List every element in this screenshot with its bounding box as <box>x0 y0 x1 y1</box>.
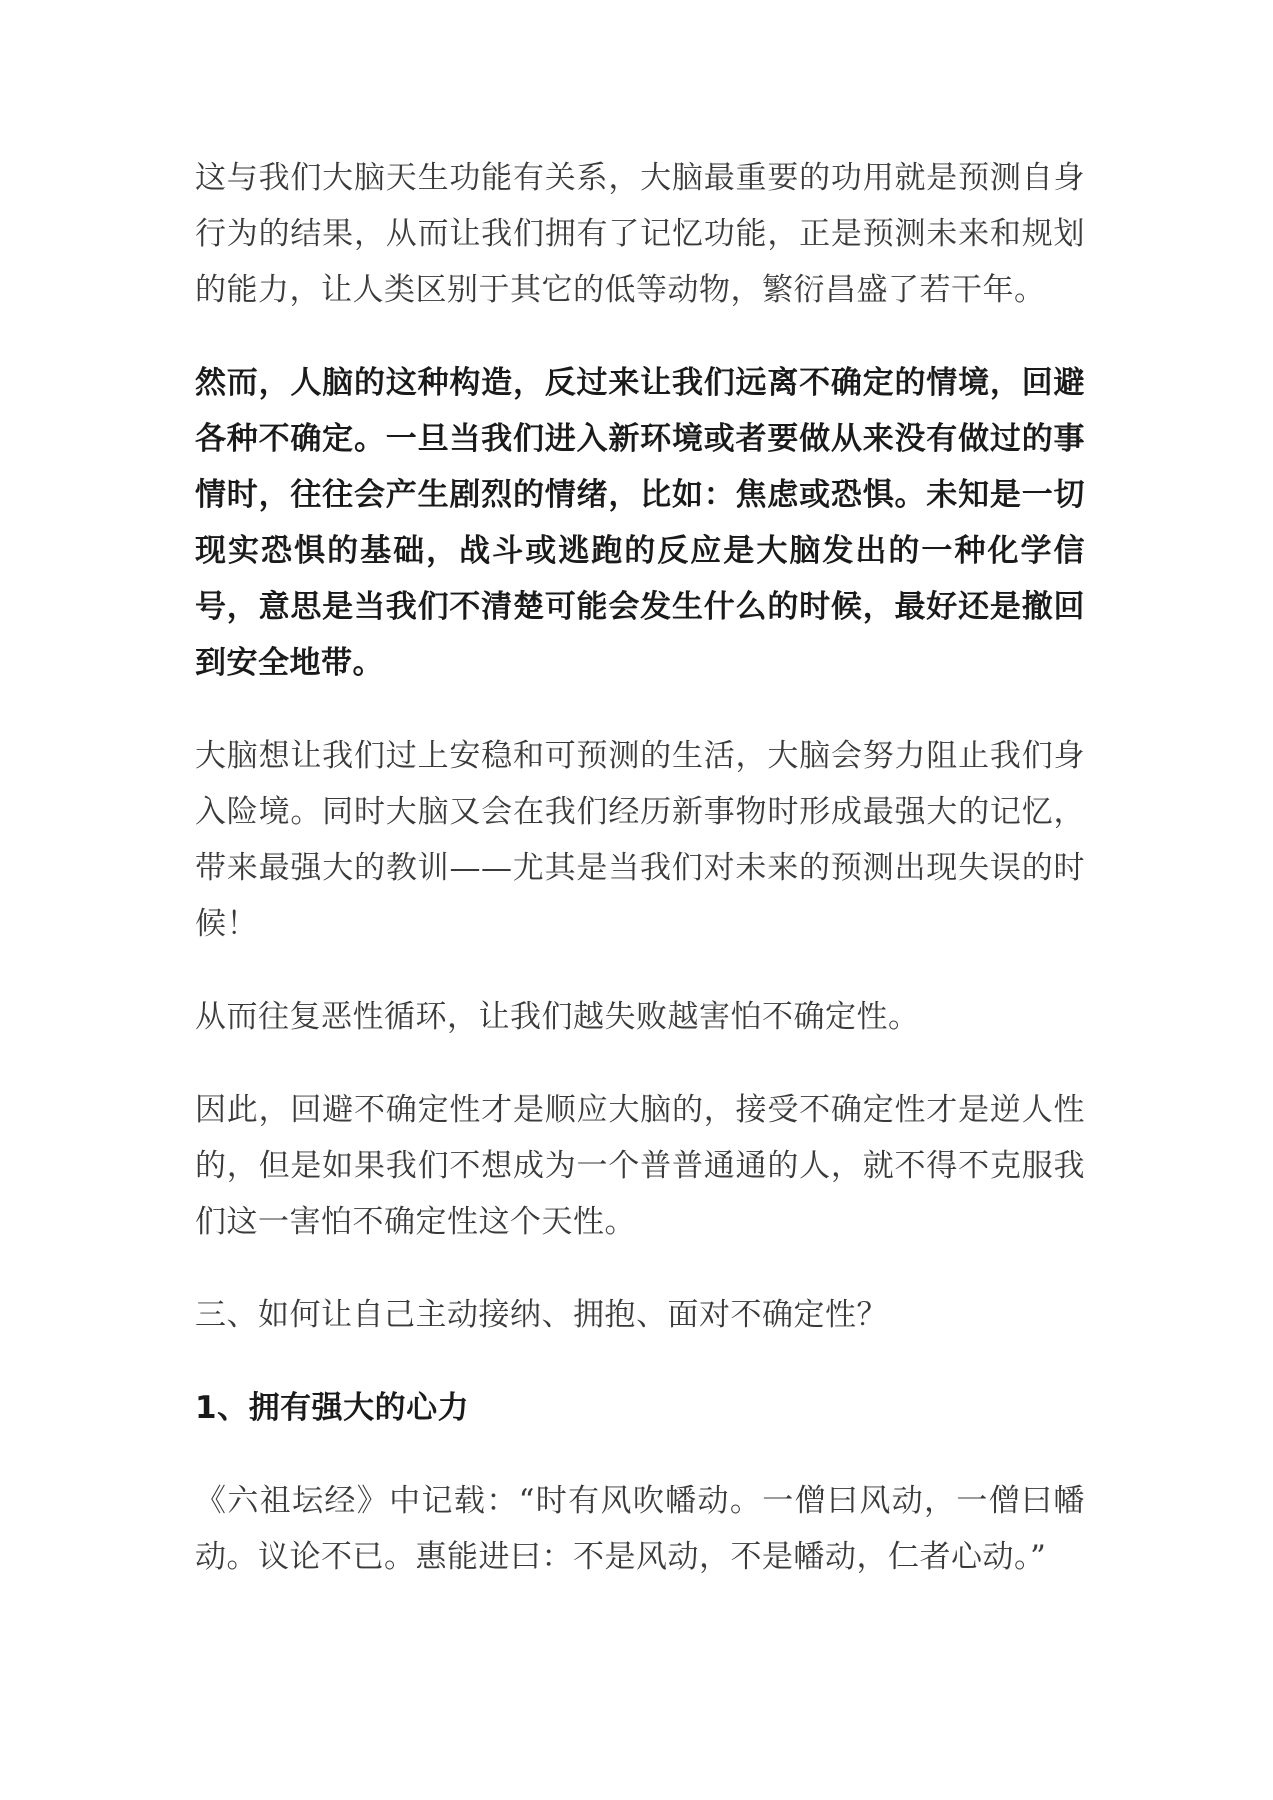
document-body <box>195 150 1085 1622</box>
paragraph-vicious-cycle: 从而往复恶性循环，让我们越失败越害怕不确定性。 <box>195 999 920 1035</box>
paragraph-brain-structure-bold: 然而，人脑的这种构造，反过来让我们远离不确定的情境，回避各种不确定。一旦当我们进入新环境或者要做从来没有做过的事情时，往往会产生剧烈的情绪，比如：焦虑或恐惧。未知是一切现实恐惧的基础，战斗或逃跑的反应是大脑发出的一种化学信号，意思是当我们不清楚可能会发生什么的时候，最好还是撤回到安全地带。 <box>195 365 1085 681</box>
paragraph-stable-life: 大脑想让我们过上安稳和可预测的生活，大脑会努力阻止我们身入险境。同时大脑又会在我们经历新事物时形成最强大的记忆，带来最强大的教训——尤其是当我们对未来的预测出现失误的时候！ <box>195 738 1085 942</box>
section-heading-three: 三、如何让自己主动接纳、拥抱、面对不确定性？ <box>195 1297 888 1333</box>
paragraph-brain-prediction: 这与我们大脑天生功能有关系，大脑最重要的功用就是预测自身行为的结果，从而让我们拥有了记忆功能，正是预测未来和规划的能力，让人类区别于其它的低等动物，繁衍昌盛了若干年。 <box>195 160 1085 308</box>
subheading-strong-mind: 1、拥有强大的心力 <box>195 1390 470 1426</box>
paragraph-avoid-uncertainty: 因此，回避不确定性才是顺应大脑的，接受不确定性才是逆人性的，但是如果我们不想成为一个普普通通的人，就不得不克服我们这一害怕不确定性这个天性。 <box>195 1092 1085 1240</box>
paragraph-sutra-quote: 《六祖坛经》中记载：“时有风吹幡动。一僧曰风动，一僧曰幡动。议论不已。惠能进曰：不是风动，不是幡动，仁者心动。” <box>195 1483 1085 1575</box>
